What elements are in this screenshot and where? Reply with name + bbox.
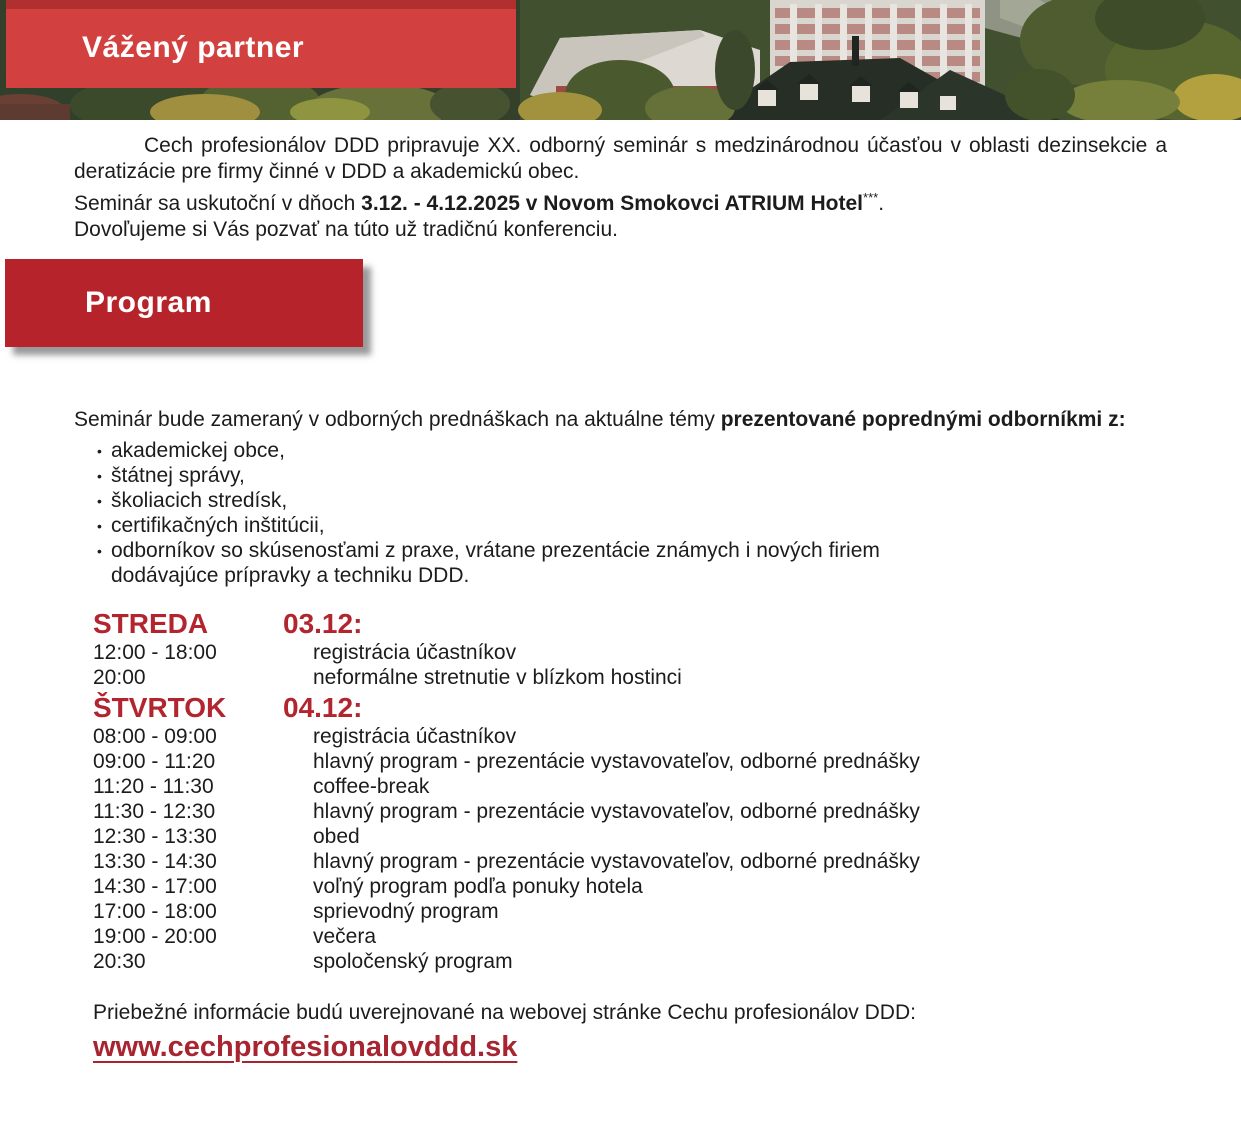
schedule-time: 12:00 - 18:00 (93, 641, 217, 664)
day-heading-wednesday (93, 608, 1241, 640)
intro-dates-bold: 3.12. - 4.12.2025 v Novom Smokovci ATRIUM Hotel (361, 192, 863, 215)
day-name: STREDA (93, 608, 209, 639)
schedule-desc: registrácia účastníkov (313, 641, 517, 664)
intro-dates-prefix: Seminár sa uskutoční v dňoch (74, 192, 362, 215)
intro-invitation-line (74, 217, 1167, 243)
schedule-time: 11:20 - 11:30 (93, 775, 214, 798)
schedule-time: 11:30 - 12:30 (93, 800, 216, 823)
intro-paragraph (74, 133, 1167, 185)
schedule-row (93, 924, 1241, 949)
greeting-banner (6, 0, 516, 88)
schedule-desc: obed (313, 825, 360, 848)
schedule-time: 20:00 (93, 666, 146, 689)
schedule-row (93, 799, 1241, 824)
program-banner (5, 259, 363, 347)
schedule-time: 14:30 - 17:00 (93, 875, 217, 898)
program-intro (74, 407, 1167, 433)
program-intro-text: Seminár bude zameraný v odborných prednáškach na aktuálne témy (74, 408, 721, 431)
list-item: • štátnej správy, (97, 463, 907, 488)
schedule-row (93, 724, 1241, 749)
schedule-row (93, 749, 1241, 774)
schedule-desc: spoločenský program (313, 950, 513, 973)
schedule-row (93, 774, 1241, 799)
schedule-desc: hlavný program - prezentácie vystavovateľov, odborné prednášky (313, 750, 920, 773)
schedule-desc: coffee-break (313, 775, 430, 798)
schedule-desc: hlavný program - prezentácie vystavovateľov, odborné prednášky (313, 850, 920, 873)
page-header (0, 0, 1241, 120)
schedule-time: 20:30 (93, 950, 146, 973)
schedule-row (93, 849, 1241, 874)
day-heading-thursday (93, 692, 1241, 724)
schedule-time: 19:00 - 20:00 (93, 925, 217, 948)
footer-note: Priebežné informácie budú uverejnované na webovej stránke Cechu profesionálov DDD: (93, 1001, 916, 1024)
schedule-desc: večera (313, 925, 377, 948)
list-item: • certifikačných inštitúcii, (97, 513, 907, 538)
schedule-row (93, 899, 1241, 924)
schedule-row (93, 949, 1241, 974)
schedule-time: 08:00 - 09:00 (93, 725, 217, 748)
schedule-time: 17:00 - 18:00 (93, 900, 217, 923)
schedule-desc: registrácia účastníkov (313, 725, 517, 748)
intro-dates-suffix: . (878, 192, 885, 215)
schedule-desc: neformálne stretnutie v blízkom hostinci (313, 666, 682, 689)
intro-text: Cech profesionálov DDD pripravuje XX. odborný seminár s medzinárodnou účasťou v oblasti dezinsekcie a deratizácie pre firmy činné v DDD a akademickú obec. (74, 134, 1167, 183)
schedule-time: 13:30 - 14:30 (93, 850, 217, 873)
schedule-section (93, 608, 1241, 974)
schedule-desc: hlavný program - prezentácie vystavovateľov, odborné prednášky (313, 800, 920, 823)
schedule-row (93, 824, 1241, 849)
list-item: • akademickej obce, (97, 438, 907, 463)
program-banner-title: Program (85, 286, 212, 319)
intro-invitation-text: Dovoľujeme si Vás pozvať na túto už tradičnú konferenciu. (74, 218, 618, 241)
schedule-row (93, 665, 1241, 690)
intro-dates-line (74, 185, 1167, 217)
website-link[interactable]: www.cechprofesionalovddd.sk (93, 1031, 518, 1063)
greeting-banner-title: Vážený partner (82, 31, 305, 64)
schedule-row (93, 874, 1241, 899)
list-item: • odborníkov so skúsenosťami z praxe, vrátane prezentácie známych i nových firiem dodávajúce prípravky a techniku DDD. (97, 538, 907, 588)
schedule-time: 09:00 - 11:20 (93, 750, 216, 773)
intro-section (74, 133, 1167, 243)
schedule-row (93, 640, 1241, 665)
hotel-stars: *** (863, 190, 879, 205)
day-date: 03.12: (283, 608, 363, 639)
day-name: ŠTVRTOK (93, 692, 227, 723)
schedule-time: 12:30 - 13:30 (93, 825, 217, 848)
list-item: • školiacich stredísk, (97, 488, 907, 513)
program-intro-bold: prezentované poprednými odborníkmi z: (720, 408, 1126, 431)
schedule-desc: voľný program podľa ponuky hotela (313, 875, 643, 898)
speakers-list (97, 438, 907, 588)
schedule-desc: sprievodný program (313, 900, 499, 923)
day-date: 04.12: (283, 692, 363, 723)
